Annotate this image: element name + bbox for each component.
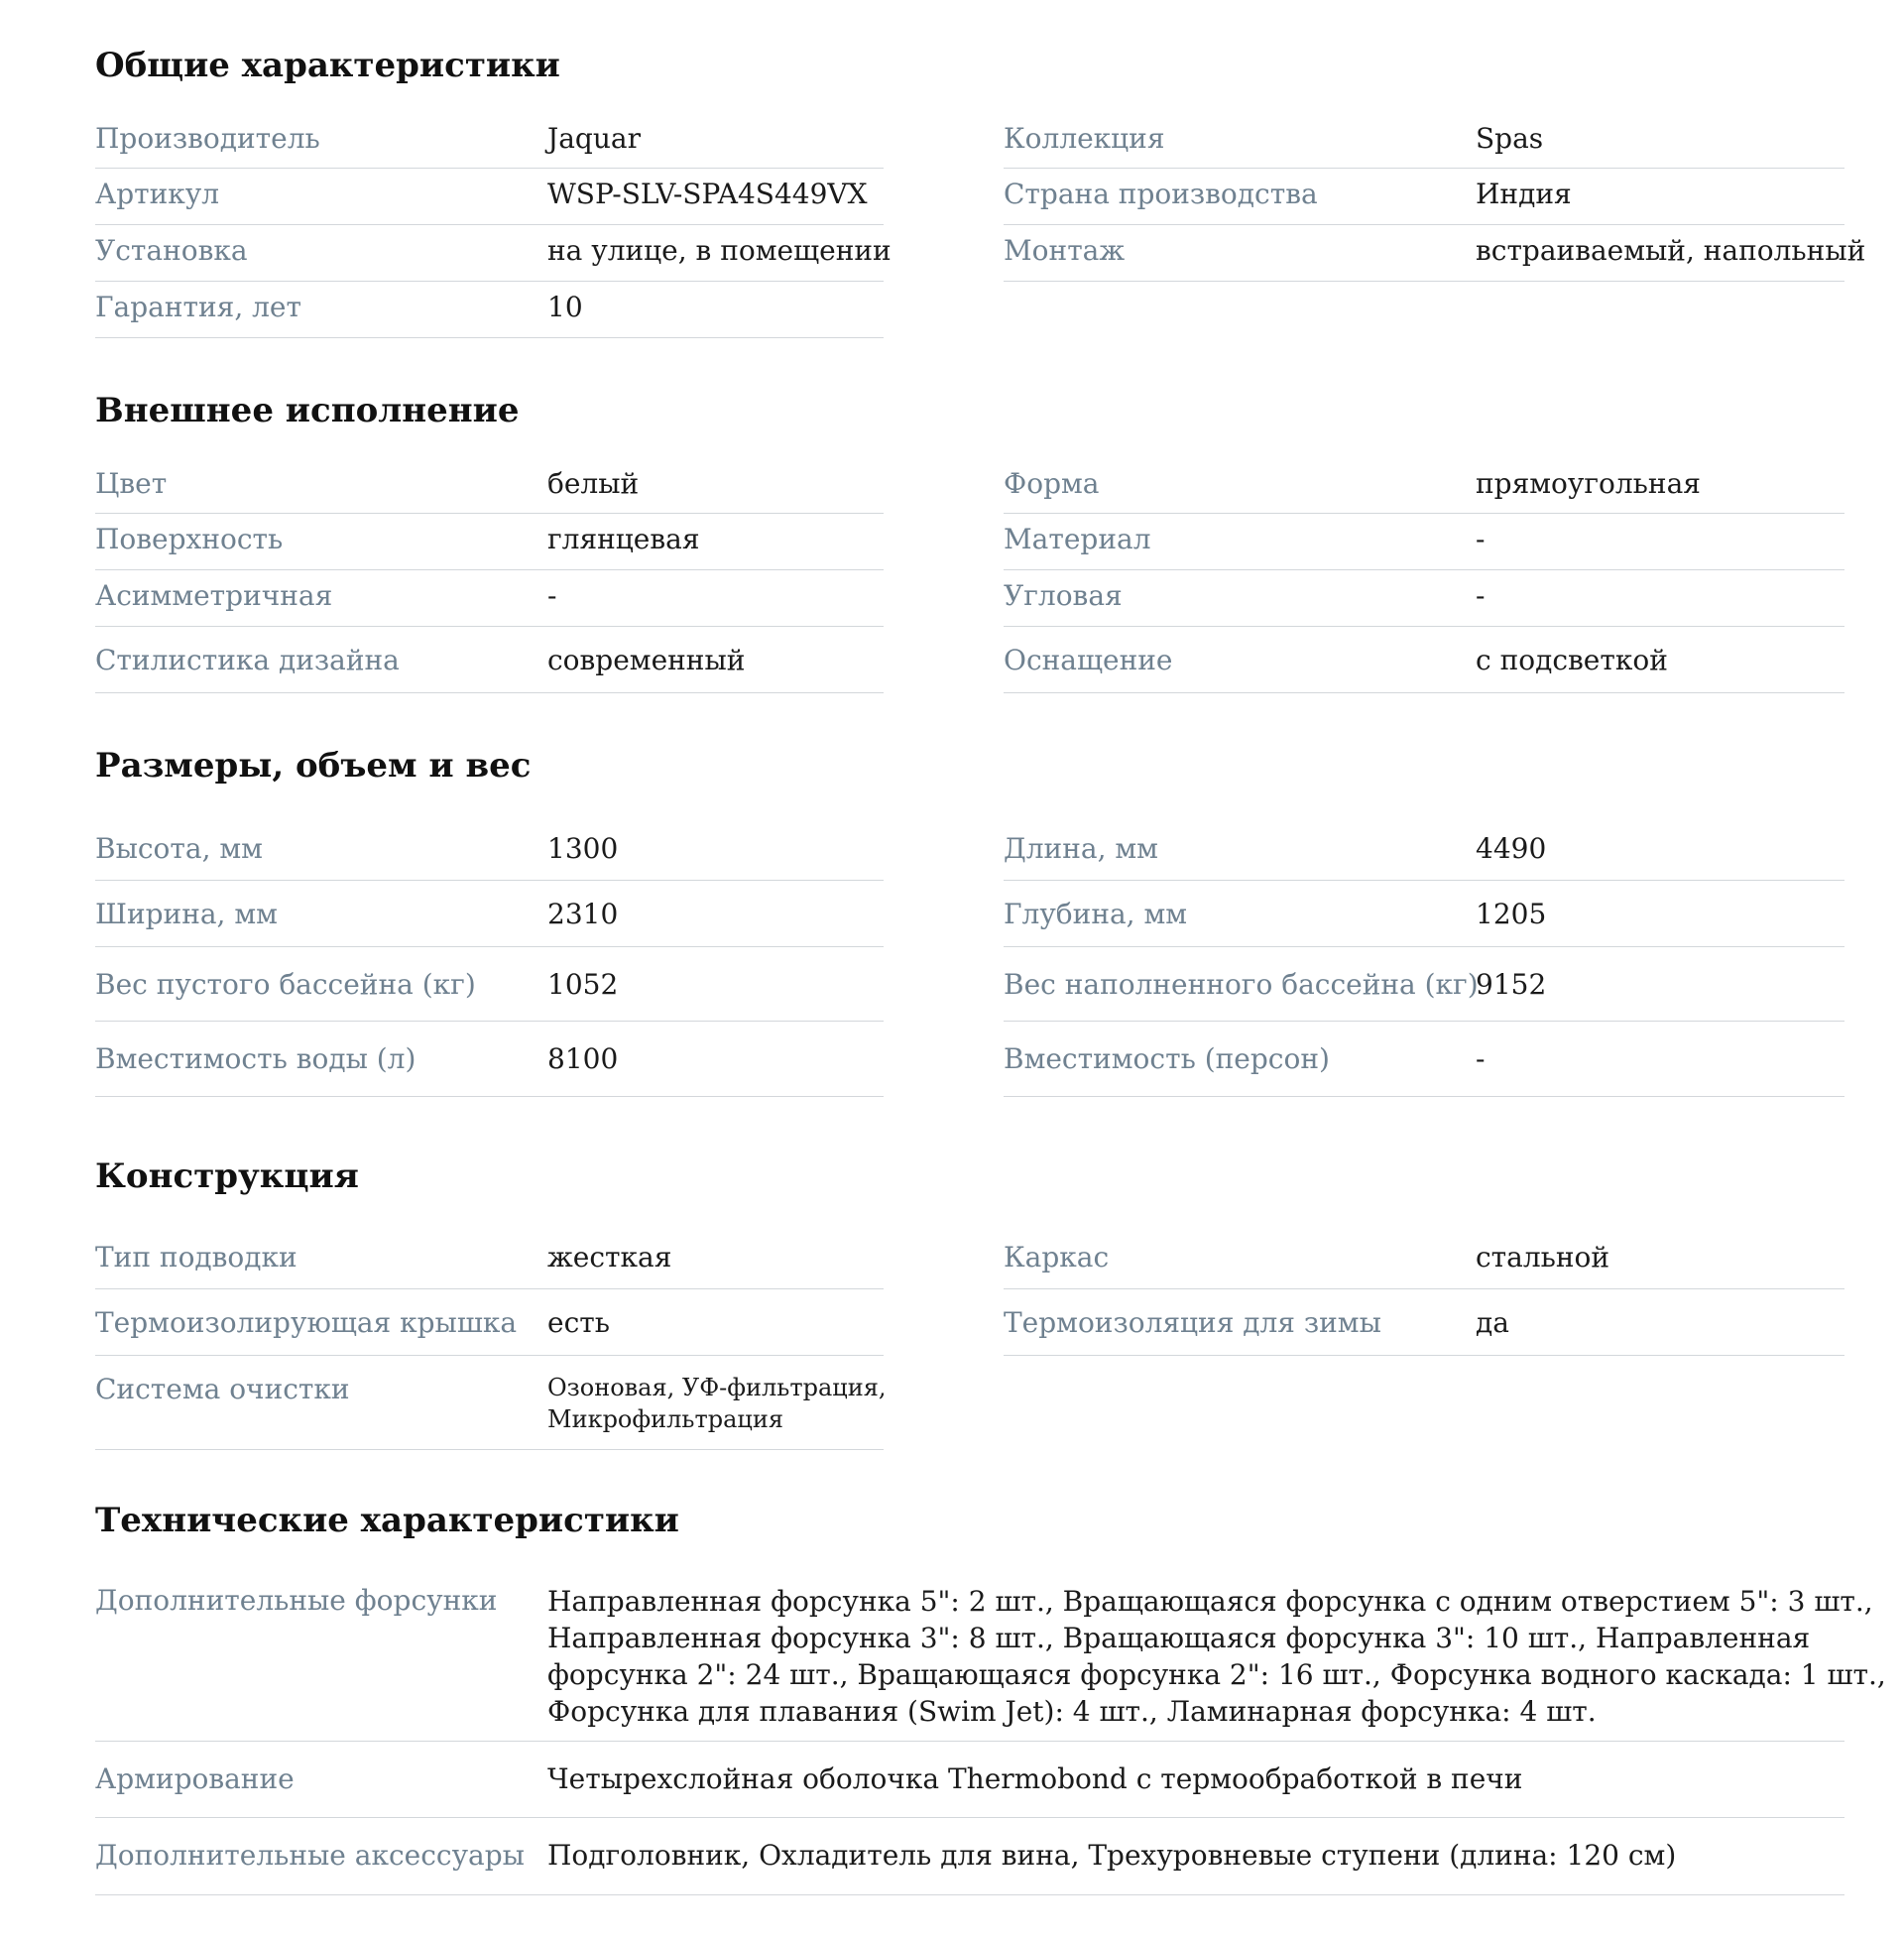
spec-label: Вес пустого бассейна (кг) [95,968,476,1001]
spec-row [95,225,892,282]
spec-label: Артикул [95,178,220,210]
spec-row [95,1742,1844,1818]
spec-label: Угловая [1004,579,1123,612]
spec-row [95,458,884,514]
technical-column [95,1567,1886,1895]
spec-value: 4490 [1476,832,1547,865]
spec-label: Ширина, мм [95,898,278,930]
spec-label: Армирование [95,1762,295,1795]
spec-value: 10 [547,291,583,323]
spec-value: да [1476,1306,1509,1339]
dimensions-left-column [95,815,884,1097]
spec-label: Установка [95,234,248,267]
construction-left-column [95,1224,887,1450]
spec-value: Четырехслойная оболочка Thermobond с термообработкой в печи [547,1762,1523,1795]
spec-label: Система очистки [95,1373,350,1405]
spec-value: Индия [1476,178,1572,210]
spec-value: - [1476,1042,1486,1075]
spec-value: встраиваемый, напольный [1476,234,1866,267]
spec-label: Дополнительные форсунки [95,1584,498,1617]
spec-row [95,1818,1844,1895]
spec-row [95,1289,884,1356]
spec-value: белый [547,467,640,500]
section-title-technical: Технические характеристики [95,1501,679,1540]
section-title-exterior: Внешнее исполнение [95,391,520,430]
spec-row [95,282,884,338]
spec-label: Термоизоляция для зимы [1004,1306,1381,1339]
spec-row [95,947,884,1022]
exterior-right-column [1004,458,1844,693]
spec-value: - [547,579,557,612]
spec-label: Тип подводки [95,1241,298,1274]
construction-right-column [1004,1224,1844,1356]
spec-label: Асимметричная [95,579,333,612]
spec-label: Оснащение [1004,644,1173,676]
spec-row [1004,627,1844,693]
spec-row [1004,458,1844,514]
spec-value: на улице, в помещении [547,234,892,267]
spec-label: Вместимость воды (л) [95,1042,416,1075]
spec-value: жесткая [547,1241,672,1274]
spec-row [95,1224,884,1289]
spec-label: Монтаж [1004,234,1126,267]
section-title-general: Общие характеристики [95,46,560,85]
spec-label: Стилистика дизайна [95,644,400,676]
spec-value: Направленная форсунка 5": 2 шт., Вращающаяся форсунка с одним отверстием 5": 3 шт., Направленная форсунка 3": 8 шт., Вращающаяся форсунка 3": 10 шт., Направленная форсунка 2": 24 шт., Вращающаяся форсунка 2": 16 шт., Форсунка водного каскада: 1 шт., Форсунка для плавания (Swim Jet): 4 шт., Ламинарная форсунка: 4 шт. [547,1585,1886,1728]
spec-label: Дополнительные аксессуары [95,1839,525,1872]
spec-value: - [1476,579,1486,612]
spec-row [95,113,884,169]
spec-row [1004,169,1844,225]
dimensions-right-column [1004,815,1844,1097]
spec-row [1004,113,1844,169]
spec-value: Spas [1476,122,1544,155]
spec-row [95,514,884,570]
spec-row [1004,1289,1844,1356]
spec-label: Термоизолирующая крышка [95,1306,518,1339]
spec-row [95,169,884,225]
spec-row [95,1022,884,1097]
spec-value: 1300 [547,832,619,865]
spec-row [95,1567,1886,1742]
section-title-construction: Конструкция [95,1156,359,1196]
section-title-dimensions: Размеры, объем и вес [95,746,532,786]
spec-value: с подсветкой [1476,644,1668,676]
spec-label: Длина, мм [1004,832,1158,865]
spec-row [1004,1022,1844,1097]
spec-value: 9152 [1476,968,1547,1001]
spec-value: современный [547,644,746,676]
spec-value: 1205 [1476,898,1547,930]
spec-value: Подголовник, Охладитель для вина, Трехуровневые ступени (длина: 120 см) [547,1839,1677,1872]
spec-label: Поверхность [95,523,284,555]
spec-label: Производитель [95,122,320,155]
spec-label: Форма [1004,467,1100,500]
spec-row [1004,514,1844,570]
spec-row [1004,1224,1844,1289]
exterior-left-column [95,458,884,693]
spec-row [1004,881,1844,947]
spec-value: стальной [1476,1241,1610,1274]
spec-value: WSP-SLV-SPA4S449VX [547,178,868,210]
spec-row [1004,947,1844,1022]
spec-label: Гарантия, лет [95,291,301,323]
spec-row [95,815,884,881]
spec-label: Каркас [1004,1241,1110,1274]
spec-value: 2310 [547,898,619,930]
spec-row [95,570,884,627]
spec-value: есть [547,1306,610,1339]
spec-row [1004,225,1866,282]
spec-label: Коллекция [1004,122,1165,155]
spec-value: прямоугольная [1476,467,1701,500]
general-right-column [1004,113,1866,282]
spec-label: Цвет [95,467,168,500]
spec-value: 8100 [547,1042,619,1075]
spec-value: - [1476,523,1486,555]
general-left-column [95,113,892,338]
spec-row [95,627,884,693]
spec-label: Страна производства [1004,178,1318,210]
spec-row [1004,815,1844,881]
spec-row [95,881,884,947]
spec-row [1004,570,1844,627]
spec-row [95,1356,887,1450]
spec-value: Озоновая, УФ-фильтрация, Микрофильтрация [547,1374,887,1433]
spec-value: 1052 [547,968,619,1001]
spec-label: Высота, мм [95,832,263,865]
spec-label: Материал [1004,523,1151,555]
spec-label: Глубина, мм [1004,898,1188,930]
spec-label: Вместимость (персон) [1004,1042,1330,1075]
spec-value: Jaquar [547,122,641,155]
spec-value: глянцевая [547,523,700,555]
spec-label: Вес наполненного бассейна (кг) [1004,968,1479,1001]
